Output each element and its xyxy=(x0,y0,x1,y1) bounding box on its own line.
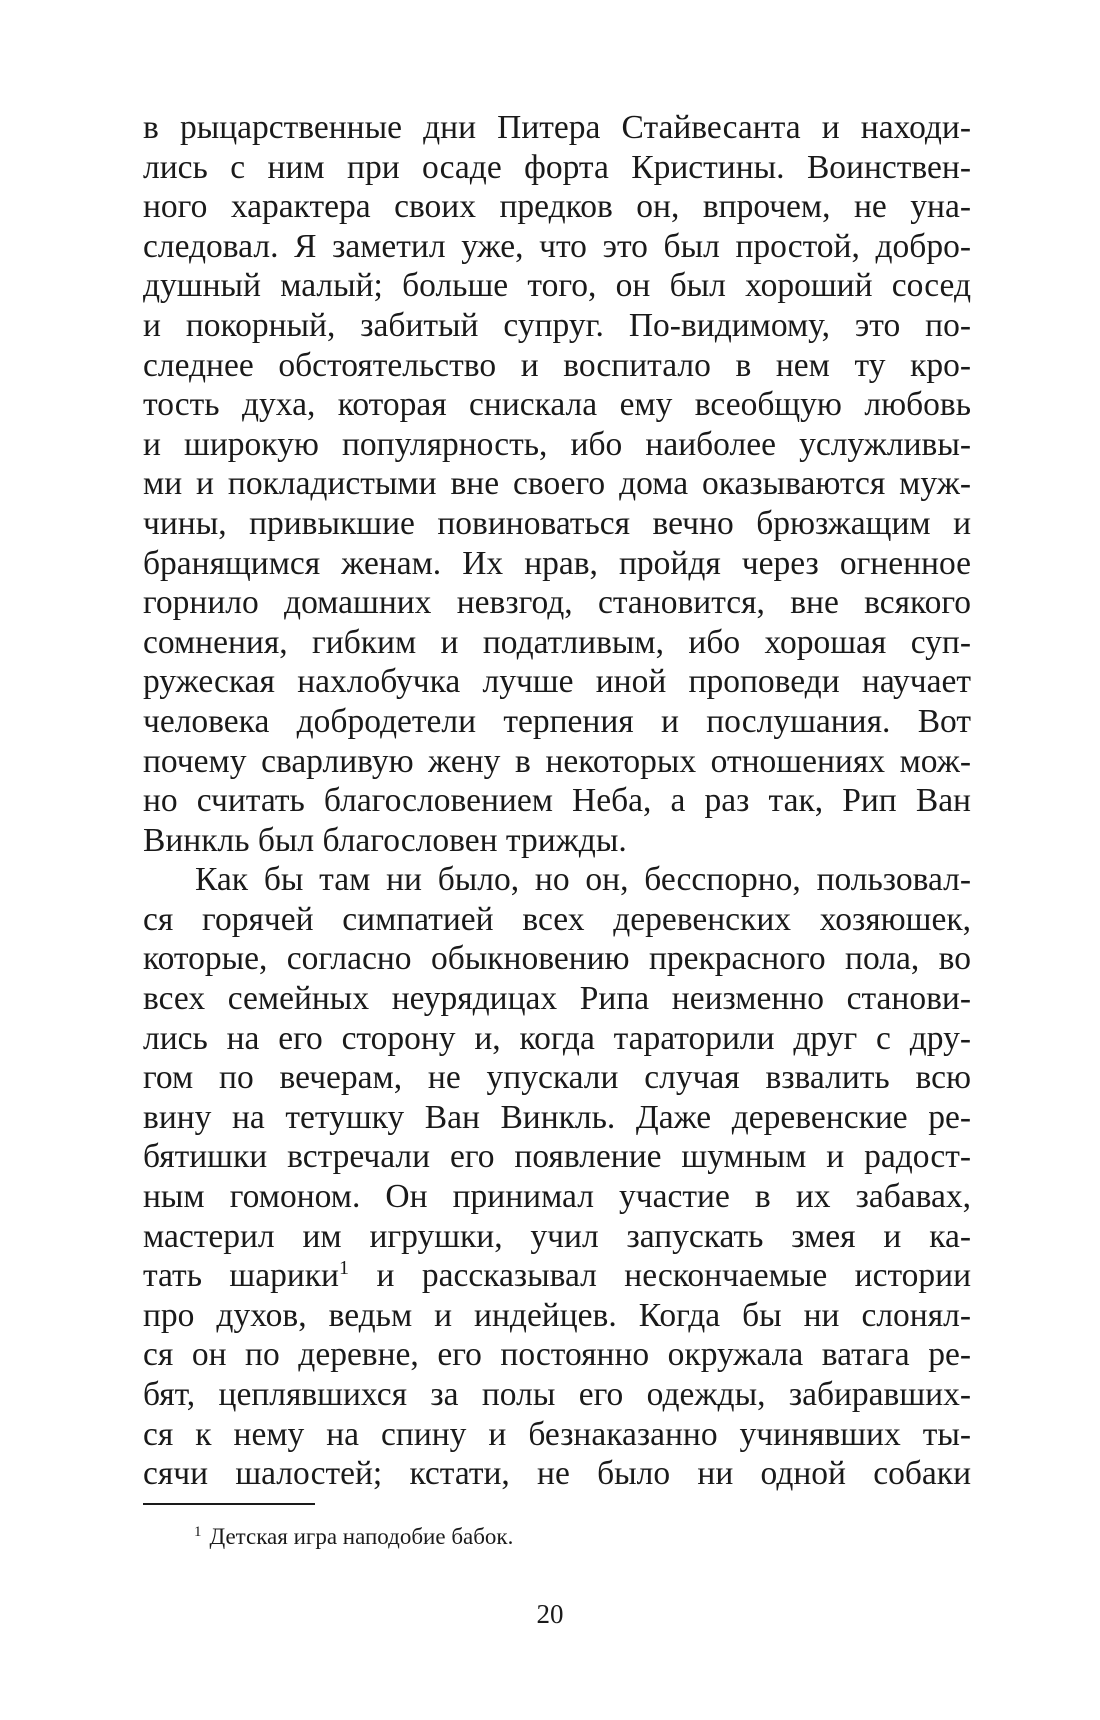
text-line: и покорный, забитый супруг. По-видимому, это по- xyxy=(143,306,971,344)
footnote-marker: 1 xyxy=(194,1524,202,1540)
text-line: следовал. Я заметил уже, что это был простой, добро- xyxy=(143,227,971,265)
text-line: горнило домашних невзгод, становится, вне всякого xyxy=(143,584,971,622)
text-line: мастерил им игрушки, учил запускать змея и ка- xyxy=(143,1217,971,1255)
text-line: ного характера своих предков он, впрочем, не уна- xyxy=(143,188,971,226)
main-text xyxy=(143,108,971,1494)
footnote-divider xyxy=(143,1503,315,1505)
text-line: сомнения, гибким и податливым, ибо хорошая суп- xyxy=(143,623,971,661)
text-line: ся к нему на спину и безнаказанно учинявших ты- xyxy=(143,1415,971,1453)
paragraph-end-line: Винкль был благословен трижды. xyxy=(143,821,627,859)
text-line: ным гомоном. Он принимал участие в их забавах, xyxy=(143,1178,971,1216)
text-line: бранящимся женам. Их нрав, пройдя через огненное xyxy=(143,544,971,582)
line-text-after-ref: и рассказывал нескончаемые истории xyxy=(376,1257,972,1295)
text-line: лись на его сторону и, когда тараторили друг с дру- xyxy=(143,1019,971,1057)
text-line: душный малый; больше того, он был хороший сосед xyxy=(143,267,971,305)
page-number: 20 xyxy=(536,1599,564,1629)
line-text-before-ref: тать шарики xyxy=(143,1257,339,1295)
text-line: сячи шалостей; кстати, не было ни одной собаки xyxy=(143,1455,971,1493)
text-line: бят, цеплявшихся за полы его одежды, забиравших- xyxy=(143,1376,971,1413)
text-line: всех семейных неурядицах Рипа неизменно станови- xyxy=(143,980,971,1018)
text-line: ми и покладистыми вне своего дома оказываются муж- xyxy=(143,465,971,503)
text-line: бятишки встречали его появление шумным и радост- xyxy=(143,1138,971,1176)
text-line: ся горячей симпатией всех деревенских хозяюшек, xyxy=(143,900,971,938)
text-line: человека добродетели терпения и послушания. Вот xyxy=(143,702,971,740)
text-line: ружеская нахлобучка лучше иной проповеди научает xyxy=(143,663,971,701)
text-line: гом по вечерам, не упускали случая взвалить всю xyxy=(143,1059,971,1097)
text-line: почему сварливую жену в некоторых отношениях мож- xyxy=(143,742,971,780)
text-line: но считать благословением Неба, а раз так, Рип Ван xyxy=(143,782,971,820)
paragraph-start-line: Как бы там ни было, но он, бесспорно, пользовал- xyxy=(195,861,971,899)
text-line: вину на тетушку Ван Винкль. Даже деревенские ре- xyxy=(143,1098,971,1136)
text-line: чины, привыкшие повиноваться вечно брюзжащим и xyxy=(143,504,971,542)
footnote-reference: 1 xyxy=(338,1257,349,1280)
text-line: которые, согласно обыкновению прекрасного пола, во xyxy=(143,940,971,978)
text-line: следнее обстоятельство и воспитало в нем ту кро- xyxy=(143,346,971,384)
text-line: и широкую популярность, ибо наиболее услужливы- xyxy=(143,425,971,463)
footnote-text: Детская игра наподобие бабок. xyxy=(209,1524,514,1549)
footnote xyxy=(194,1522,513,1552)
text-line: в рыцарственные дни Питера Стайвесанта и находи- xyxy=(143,109,971,146)
footnote-ref-line xyxy=(143,1256,971,1296)
text-line: ся он по деревне, его постоянно окружала ватага ре- xyxy=(143,1336,971,1374)
text-line: про духов, ведьм и индейцев. Когда бы ни слонял- xyxy=(143,1296,971,1334)
text-line: лись с ним при осаде форта Кристины. Воинствен- xyxy=(143,148,971,186)
text-line: тость духа, которая снискала ему всеобщую любовь xyxy=(143,386,971,424)
